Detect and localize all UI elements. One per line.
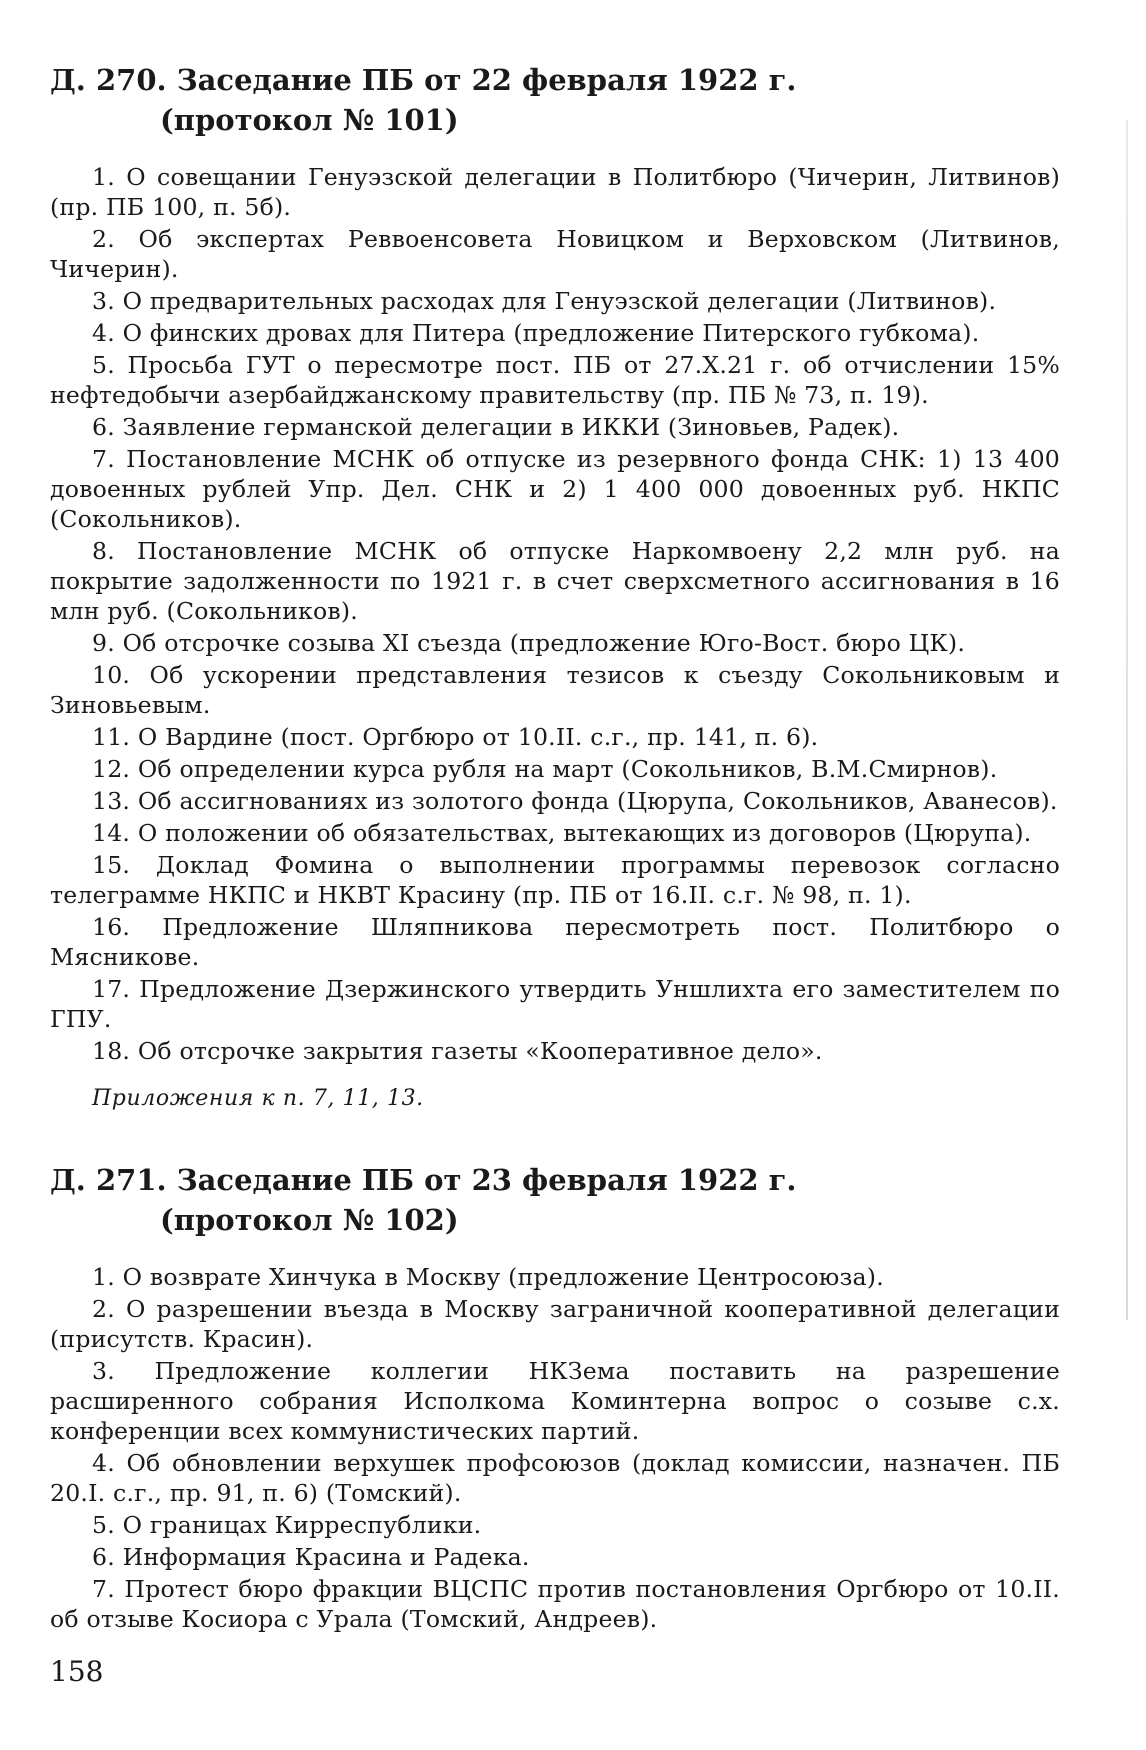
document-heading (50, 1160, 1060, 1240)
agenda-item: 6. Заявление германской делегации в ИККИ (Зиновьев, Радек). (92, 413, 900, 441)
heading-line-1: Д. 271. Заседание ПБ от 23 февраля 1922 г. (50, 1163, 797, 1197)
agenda-item: 1. О возврате Хинчука в Москву (предложение Центросоюза). (92, 1263, 884, 1291)
agenda-item: 10. Об ускорении представления тезисов к съезду Сокольниковым и Зиновьевым. (50, 661, 1060, 719)
page-edge-shadow (1126, 120, 1128, 1320)
agenda-item: 7. Постановление МСНК об отпуске из резервного фонда СНК: 1) 13 400 довоенных рублей Упр. Дел. СНК и 2) 1 400 000 довоенных руб. НКПС (Сокольников). (50, 445, 1060, 533)
agenda-item: 6. Информация Красина и Радека. (92, 1543, 530, 1571)
agenda-item: 13. Об ассигнованиях из золотого фонда (Цюрупа, Сокольников, Аванесов). (92, 787, 1058, 815)
document-270 (50, 60, 1060, 1114)
agenda-item: 18. Об отсрочке закрытия газеты «Кооперативное дело». (92, 1037, 823, 1065)
agenda-item: 11. О Вардине (пост. Оргбюро от 10.II. с.г., пр. 141, п. 6). (92, 723, 819, 751)
agenda-item: 1. О совещании Генуэзской делегации в Политбюро (Чичерин, Литвинов) (пр. ПБ 100, п. 5б). (50, 163, 1060, 221)
document-heading (50, 60, 1060, 140)
agenda-item: 4. Об обновлении верхушек профсоюзов (доклад комиссии, назначен. ПБ 20.I. с.г., пр. 91, п. 6) (Томский). (50, 1449, 1060, 1507)
agenda-item: 12. Об определении курса рубля на март (Сокольников, В.М.Смирнов). (92, 755, 998, 783)
agenda-item: 3. Предложение коллегии НКЗема поставить на разрешение расширенного собрания Исполкома Коминтерна вопрос о созыве с.х. конференции всех коммунистических партий. (50, 1357, 1060, 1445)
agenda-item: 2. О разрешении въезда в Москву заграничной кооперативной делегации (присутств. Красин). (50, 1295, 1060, 1353)
agenda-item: 17. Предложение Дзержинского утвердить Уншлихта его заместителем по ГПУ. (50, 975, 1060, 1033)
document-271 (50, 1160, 1060, 1634)
heading-line-1: Д. 270. Заседание ПБ от 22 февраля 1922 г. (50, 63, 797, 97)
agenda-item: 5. О границах Кирреспублики. (92, 1511, 482, 1539)
page-number: 158 (50, 1655, 104, 1688)
heading-line-2: (протокол № 101) (160, 103, 459, 137)
agenda-item: 2. Об экспертах Реввоенсовета Новицком и Верховском (Литвинов, Чичерин). (50, 225, 1060, 283)
agenda-item: 16. Предложение Шляпникова пересмотреть пост. Политбюро о Мясникове. (50, 913, 1060, 971)
agenda-list (50, 162, 1060, 1066)
agenda-item: 14. О положении об обязательствах, вытекающих из договоров (Цюрупа). (92, 819, 1032, 847)
page-content (50, 60, 1060, 1636)
agenda-item: 4. О финских дровах для Питера (предложение Питерского губкома). (92, 319, 980, 347)
agenda-item: 15. Доклад Фомина о выполнении программы перевозок согласно телеграмме НКПС и НКВТ Красину (пр. ПБ от 16.II. с.г. № 98, п. 1). (50, 851, 1060, 909)
agenda-item: 5. Просьба ГУТ о пересмотре пост. ПБ от 27.X.21 г. об отчислении 15% нефтедобычи азербайджанскому правительству (пр. ПБ № 73, п. 19). (50, 351, 1060, 409)
heading-line-2: (протокол № 102) (160, 1203, 459, 1237)
agenda-item: 3. О предварительных расходах для Генуэзской делегации (Литвинов). (92, 287, 997, 315)
agenda-list (50, 1262, 1060, 1634)
agenda-item: 8. Постановление МСНК об отпуске Наркомвоену 2,2 млн руб. на покрытие задолженности по 1921 г. в счет сверхсметного ассигнования в 16 млн руб. (Сокольников). (50, 537, 1060, 625)
agenda-item: 9. Об отсрочке созыва XI съезда (предложение Юго-Вост. бюро ЦК). (92, 629, 966, 657)
appendix-note: Приложения к п. 7, 11, 13. (92, 1086, 424, 1111)
agenda-item: 7. Протест бюро фракции ВЦСПС против постановления Оргбюро от 10.II. об отзыве Косиора с Урала (Томский, Андреев). (50, 1575, 1060, 1633)
